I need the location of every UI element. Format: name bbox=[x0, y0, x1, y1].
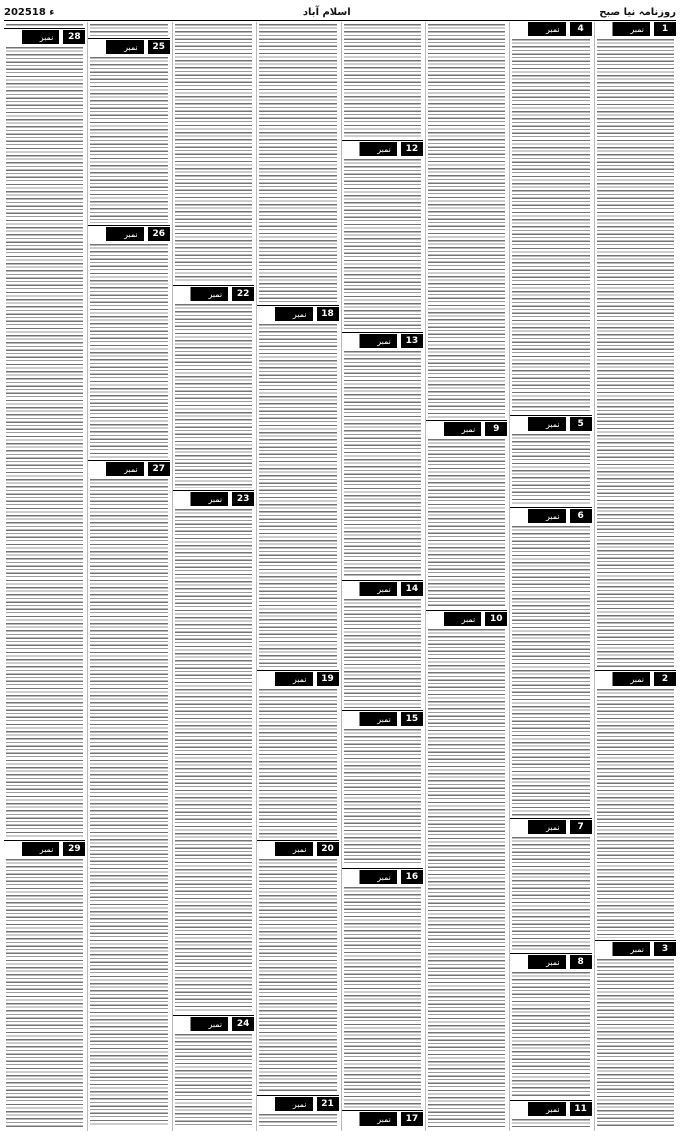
section-label: نمبر bbox=[371, 142, 397, 156]
article-section-21 bbox=[257, 1097, 338, 1129]
article-text bbox=[344, 599, 421, 708]
article-text bbox=[259, 1114, 336, 1127]
section-label: نمبر bbox=[540, 509, 566, 523]
section-header-bar bbox=[342, 712, 372, 726]
section-number: 9 bbox=[485, 422, 507, 436]
article-section-12 bbox=[342, 142, 423, 332]
article-section-6 bbox=[510, 509, 591, 818]
article-section-14 bbox=[342, 582, 423, 710]
section-header bbox=[257, 1097, 338, 1111]
article-text bbox=[90, 479, 167, 1127]
article-section-4 bbox=[510, 22, 591, 415]
section-header-bar bbox=[510, 1102, 540, 1116]
section-divider bbox=[88, 38, 169, 39]
article-text bbox=[6, 47, 83, 838]
section-header-bar bbox=[426, 422, 456, 436]
column-col-8 bbox=[4, 22, 85, 1131]
section-header-bar bbox=[257, 1097, 287, 1111]
section-header-bar bbox=[88, 227, 118, 241]
article-section-20 bbox=[257, 842, 338, 1095]
section-number: 15 bbox=[401, 712, 423, 726]
section-number: 3 bbox=[654, 942, 676, 956]
section-header bbox=[510, 820, 591, 834]
article-text bbox=[6, 24, 83, 26]
section-divider bbox=[88, 460, 169, 461]
article-section-29 bbox=[4, 842, 85, 1129]
article-text bbox=[512, 837, 589, 951]
article-text bbox=[90, 244, 167, 458]
section-header-bar bbox=[342, 142, 372, 156]
issue-date: 2025ء 18 bbox=[4, 6, 55, 18]
section-label: نمبر bbox=[371, 1112, 397, 1126]
article-section-26 bbox=[88, 227, 169, 460]
section-header-bar bbox=[257, 842, 287, 856]
section-label: نمبر bbox=[202, 287, 228, 301]
edition: اسلام آباد bbox=[302, 6, 351, 18]
section-header bbox=[510, 955, 591, 969]
section-header bbox=[342, 142, 423, 156]
paper-name: روزنامہ نیا صبح bbox=[599, 6, 676, 18]
section-number: 2 bbox=[654, 672, 676, 686]
article-text bbox=[597, 39, 674, 668]
article-text bbox=[344, 159, 421, 330]
section-label: نمبر bbox=[624, 672, 650, 686]
section-header-bar bbox=[173, 287, 203, 301]
continued-text-block bbox=[173, 22, 254, 285]
article-section-22 bbox=[173, 287, 254, 490]
section-divider bbox=[257, 305, 338, 306]
section-header-bar bbox=[4, 842, 34, 856]
section-divider bbox=[510, 415, 591, 416]
section-header bbox=[510, 1102, 591, 1116]
section-header-bar bbox=[88, 40, 118, 54]
article-text bbox=[175, 1034, 252, 1127]
section-number: 14 bbox=[401, 582, 423, 596]
section-divider bbox=[595, 940, 676, 941]
article-text bbox=[344, 887, 421, 1108]
article-section-27 bbox=[88, 462, 169, 1129]
section-label: نمبر bbox=[371, 334, 397, 348]
continued-text-block bbox=[426, 22, 507, 420]
section-divider bbox=[342, 140, 423, 141]
article-text bbox=[512, 972, 589, 1098]
section-number: 8 bbox=[570, 955, 592, 969]
section-header bbox=[595, 22, 676, 36]
article-text bbox=[259, 24, 336, 303]
section-number: 18 bbox=[317, 307, 339, 321]
section-divider bbox=[173, 1015, 254, 1016]
article-section-18 bbox=[257, 307, 338, 670]
section-label: نمبر bbox=[118, 227, 144, 241]
section-number: 26 bbox=[148, 227, 170, 241]
section-number: 4 bbox=[570, 22, 592, 36]
continued-text-block bbox=[342, 22, 423, 140]
column-col-1 bbox=[594, 22, 676, 1131]
article-text bbox=[512, 39, 589, 413]
section-number: 6 bbox=[570, 509, 592, 523]
column-col-6 bbox=[172, 22, 254, 1131]
article-text bbox=[344, 729, 421, 866]
section-number: 17 bbox=[401, 1112, 423, 1126]
section-header bbox=[257, 842, 338, 856]
section-number: 10 bbox=[485, 612, 507, 626]
section-header bbox=[173, 287, 254, 301]
section-label: نمبر bbox=[456, 422, 482, 436]
section-number: 21 bbox=[317, 1097, 339, 1111]
section-divider bbox=[173, 490, 254, 491]
article-section-7 bbox=[510, 820, 591, 953]
article-text bbox=[428, 629, 505, 1127]
section-label: نمبر bbox=[202, 1017, 228, 1031]
section-header bbox=[510, 22, 591, 36]
article-section-19 bbox=[257, 672, 338, 840]
article-text bbox=[512, 434, 589, 505]
section-header-bar bbox=[257, 672, 287, 686]
section-header-bar bbox=[342, 582, 372, 596]
section-number: 11 bbox=[570, 1102, 592, 1116]
article-text bbox=[259, 859, 336, 1093]
section-header bbox=[4, 842, 85, 856]
section-header bbox=[426, 612, 507, 626]
section-number: 13 bbox=[401, 334, 423, 348]
section-number: 29 bbox=[63, 842, 85, 856]
column-grid bbox=[4, 22, 676, 1131]
section-label: نمبر bbox=[540, 417, 566, 431]
section-number: 22 bbox=[232, 287, 254, 301]
section-label: نمبر bbox=[624, 942, 650, 956]
section-header bbox=[342, 870, 423, 884]
column-col-2 bbox=[509, 22, 591, 1131]
section-header bbox=[257, 672, 338, 686]
section-label: نمبر bbox=[371, 582, 397, 596]
article-section-25 bbox=[88, 40, 169, 225]
section-divider bbox=[342, 1110, 423, 1111]
section-header bbox=[342, 334, 423, 348]
article-section-10 bbox=[426, 612, 507, 1129]
article-text bbox=[90, 57, 167, 223]
section-header bbox=[510, 417, 591, 431]
section-divider bbox=[257, 840, 338, 841]
section-header bbox=[595, 672, 676, 686]
section-divider bbox=[173, 285, 254, 286]
section-divider bbox=[342, 710, 423, 711]
section-header bbox=[88, 462, 169, 476]
section-header bbox=[173, 1017, 254, 1031]
section-label: نمبر bbox=[287, 307, 313, 321]
article-section-16 bbox=[342, 870, 423, 1110]
column-col-3 bbox=[425, 22, 507, 1131]
section-divider bbox=[510, 1100, 591, 1101]
article-text bbox=[597, 689, 674, 938]
section-header-bar bbox=[510, 955, 540, 969]
section-number: 20 bbox=[317, 842, 339, 856]
article-section-9 bbox=[426, 422, 507, 610]
section-divider bbox=[257, 670, 338, 671]
section-divider bbox=[342, 332, 423, 333]
section-label: نمبر bbox=[34, 842, 60, 856]
article-section-24 bbox=[173, 1017, 254, 1129]
article-section-5 bbox=[510, 417, 591, 507]
section-label: نمبر bbox=[118, 40, 144, 54]
section-divider bbox=[4, 840, 85, 841]
article-text bbox=[6, 859, 83, 1127]
section-label: نمبر bbox=[202, 492, 228, 506]
article-text bbox=[259, 324, 336, 668]
section-divider bbox=[595, 670, 676, 671]
section-divider bbox=[342, 580, 423, 581]
section-header bbox=[342, 1112, 423, 1126]
section-header-bar bbox=[510, 417, 540, 431]
section-header bbox=[595, 942, 676, 956]
section-header-bar bbox=[342, 870, 372, 884]
article-text bbox=[428, 24, 505, 418]
section-header-bar bbox=[257, 307, 287, 321]
section-number: 23 bbox=[232, 492, 254, 506]
section-header-bar bbox=[88, 462, 118, 476]
section-number: 12 bbox=[401, 142, 423, 156]
section-label: نمبر bbox=[540, 1102, 566, 1116]
section-header-bar bbox=[510, 820, 540, 834]
section-header bbox=[342, 712, 423, 726]
section-label: نمبر bbox=[287, 1097, 313, 1111]
section-number: 24 bbox=[232, 1017, 254, 1031]
section-header-bar bbox=[510, 509, 540, 523]
article-section-2 bbox=[595, 672, 676, 940]
section-header-bar bbox=[173, 1017, 203, 1031]
article-section-15 bbox=[342, 712, 423, 868]
article-text bbox=[344, 24, 421, 138]
section-divider bbox=[510, 818, 591, 819]
article-text bbox=[512, 1119, 589, 1127]
column-col-4 bbox=[341, 22, 423, 1131]
article-text bbox=[175, 509, 252, 1013]
article-section-3 bbox=[595, 942, 676, 1129]
article-text bbox=[259, 689, 336, 838]
section-number: 25 bbox=[148, 40, 170, 54]
section-header bbox=[342, 582, 423, 596]
continued-text-block bbox=[257, 22, 338, 305]
section-header-bar bbox=[4, 30, 34, 44]
section-label: نمبر bbox=[287, 672, 313, 686]
section-number: 16 bbox=[401, 870, 423, 884]
section-number: 5 bbox=[570, 417, 592, 431]
section-number: 1 bbox=[654, 22, 676, 36]
masthead bbox=[4, 4, 676, 21]
section-header-bar bbox=[342, 334, 372, 348]
article-section-23 bbox=[173, 492, 254, 1015]
section-label: نمبر bbox=[540, 820, 566, 834]
section-divider bbox=[510, 507, 591, 508]
article-text bbox=[90, 24, 167, 36]
section-header-bar bbox=[595, 942, 625, 956]
section-divider bbox=[426, 420, 507, 421]
section-header-bar bbox=[426, 612, 456, 626]
article-section-11 bbox=[510, 1102, 591, 1129]
section-label: نمبر bbox=[118, 462, 144, 476]
section-header bbox=[257, 307, 338, 321]
article-section-28 bbox=[4, 30, 85, 840]
article-text bbox=[428, 439, 505, 608]
article-section-17 bbox=[342, 1112, 423, 1129]
section-number: 19 bbox=[317, 672, 339, 686]
section-label: نمبر bbox=[34, 30, 60, 44]
section-label: نمبر bbox=[540, 955, 566, 969]
column-col-7 bbox=[87, 22, 169, 1131]
article-section-8 bbox=[510, 955, 591, 1100]
section-header bbox=[4, 30, 85, 44]
section-header-bar bbox=[595, 672, 625, 686]
section-header-bar bbox=[173, 492, 203, 506]
article-section-13 bbox=[342, 334, 423, 580]
section-number: 27 bbox=[148, 462, 170, 476]
section-label: نمبر bbox=[371, 870, 397, 884]
section-divider bbox=[88, 225, 169, 226]
section-header-bar bbox=[595, 22, 625, 36]
section-label: نمبر bbox=[287, 842, 313, 856]
section-header bbox=[510, 509, 591, 523]
continued-text-block bbox=[88, 22, 169, 38]
column-col-5 bbox=[256, 22, 338, 1131]
section-divider bbox=[257, 1095, 338, 1096]
section-label: نمبر bbox=[456, 612, 482, 626]
article-text bbox=[512, 526, 589, 816]
article-text bbox=[597, 959, 674, 1127]
article-text bbox=[175, 24, 252, 283]
section-divider bbox=[342, 868, 423, 869]
article-text bbox=[344, 351, 421, 578]
section-divider bbox=[426, 610, 507, 611]
section-header bbox=[88, 40, 169, 54]
section-header-bar bbox=[342, 1112, 372, 1126]
section-header-bar bbox=[510, 22, 540, 36]
section-divider bbox=[4, 28, 85, 29]
section-number: 28 bbox=[63, 30, 85, 44]
section-label: نمبر bbox=[540, 22, 566, 36]
article-text bbox=[175, 304, 252, 488]
article-section-1 bbox=[595, 22, 676, 670]
section-header bbox=[173, 492, 254, 506]
section-header bbox=[426, 422, 507, 436]
section-label: نمبر bbox=[624, 22, 650, 36]
section-header bbox=[88, 227, 169, 241]
section-number: 7 bbox=[570, 820, 592, 834]
section-divider bbox=[510, 953, 591, 954]
section-label: نمبر bbox=[371, 712, 397, 726]
